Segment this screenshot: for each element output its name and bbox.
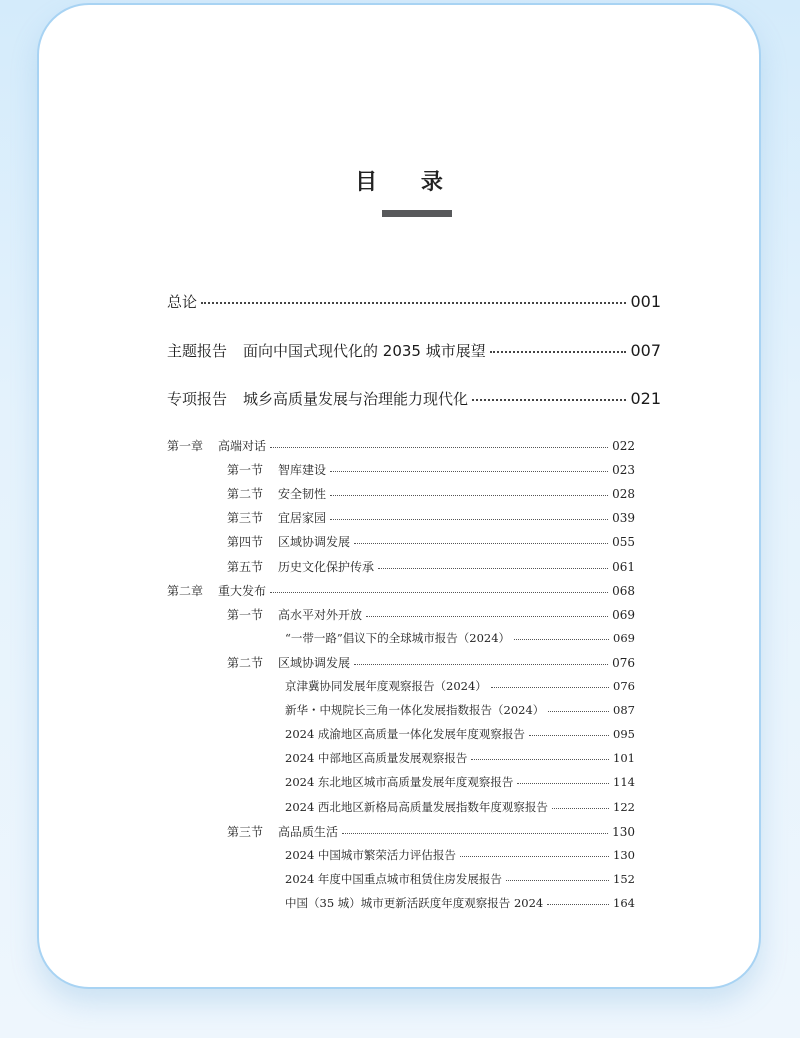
major-label: 主题报告 — [167, 342, 228, 360]
dot-leader — [342, 824, 608, 836]
page-number: 130 — [613, 847, 635, 862]
toc-entry-level-3 — [285, 847, 635, 863]
entry-label: 第三节 — [227, 824, 264, 839]
page-number: 164 — [613, 895, 635, 910]
dot-leader — [472, 389, 626, 404]
dot-leader — [529, 727, 609, 739]
dot-leader — [514, 630, 609, 642]
entry-title: 2024 西北地区新格局高质量发展指数年度观察报告 — [285, 799, 548, 814]
page-number: 001 — [630, 292, 661, 311]
entry-title: 2024 年度中国重点城市租赁住房发展报告 — [285, 871, 502, 886]
entry-title: 2024 成渝地区高质量一体化发展年度观察报告 — [285, 727, 525, 742]
entry-label: 第三节 — [227, 511, 264, 526]
page-number: 095 — [613, 727, 635, 742]
toc-entry-level-2 — [227, 823, 635, 840]
dot-leader — [330, 462, 608, 474]
major-label: 总论 — [167, 293, 198, 311]
entry-title: 京津冀协同发展年度观察报告（2024） — [285, 679, 487, 693]
entry-title: 2024 东北地区城市高质量发展年度观察报告 — [285, 775, 514, 790]
dot-leader — [506, 871, 609, 883]
page-number: 130 — [612, 824, 635, 839]
toc-entry-level-3 — [285, 871, 635, 887]
major-label: 专项报告 — [167, 390, 228, 408]
toc-entry-level-3 — [285, 750, 635, 766]
page-number: 039 — [612, 511, 635, 526]
toc-entry-level-2 — [227, 606, 635, 623]
page-number: 076 — [612, 655, 635, 670]
entry-label: 第四节 — [227, 535, 264, 550]
toc-entry-level-2 — [227, 533, 635, 550]
entry-title: 中国（35 城）城市更新活跃度年度观察报告 2024 — [285, 895, 544, 910]
entry-label: 第二节 — [227, 655, 264, 670]
entry-label: 第一节 — [227, 463, 264, 478]
page-number: 069 — [612, 607, 635, 622]
toc-entry-level-1 — [167, 582, 635, 599]
toc-entry-level-3 — [285, 630, 635, 646]
toc-major-entry — [167, 340, 661, 361]
toc-entry-level-1 — [167, 437, 635, 454]
major-title: 面向中国式现代化的 2035 城市展望 — [243, 342, 486, 360]
entry-title: 区域协调发展 — [278, 535, 351, 550]
page-number: 023 — [612, 463, 635, 478]
page-number: 022 — [612, 439, 635, 453]
page-number: 076 — [613, 679, 635, 693]
document-page — [37, 3, 761, 989]
entry-label: 第一章 — [167, 439, 204, 453]
page-number: 021 — [630, 389, 661, 408]
toc-major-entry — [167, 388, 661, 409]
dot-leader — [471, 751, 609, 763]
page-number: 061 — [612, 559, 635, 574]
dot-leader — [270, 583, 608, 595]
toc-entry-level-3 — [285, 774, 635, 790]
dot-leader — [330, 510, 608, 522]
entry-label: 第一节 — [227, 607, 264, 622]
entry-title: “一带一路”倡议下的全球城市报告（2024） — [285, 630, 511, 645]
entry-title: 安全韧性 — [278, 487, 327, 502]
entry-title: 新华・中规院长三角一体化发展指数报告（2024） — [285, 703, 545, 718]
entry-label: 第二章 — [167, 583, 204, 598]
entry-title: 2024 中国城市繁荣活力评估报告 — [285, 847, 456, 862]
dot-leader — [547, 895, 609, 907]
entry-label: 第二节 — [227, 487, 264, 502]
entry-title: 2024 中部地区高质量发展观察报告 — [285, 751, 468, 766]
toc-title: 目 录 — [355, 170, 461, 195]
dot-leader — [517, 775, 609, 787]
entry-title: 区域协调发展 — [278, 655, 351, 670]
page-number: 069 — [613, 630, 635, 645]
entry-title: 智库建设 — [278, 463, 327, 478]
toc-entry-level-3 — [285, 895, 635, 911]
toc-entry-level-3 — [285, 726, 635, 742]
entry-title: 历史文化保护传承 — [278, 559, 375, 574]
dot-leader — [330, 486, 608, 498]
page-number: 122 — [613, 799, 635, 814]
dot-leader — [491, 679, 609, 691]
entry-label: 第五节 — [227, 559, 264, 574]
page-number: 101 — [613, 751, 635, 766]
page-number: 028 — [612, 487, 635, 502]
entry-title: 高品质生活 — [278, 824, 339, 839]
entry-title: 重大发布 — [218, 583, 267, 598]
dot-leader — [378, 559, 608, 571]
page-number: 055 — [612, 535, 635, 550]
page-number: 087 — [613, 703, 635, 718]
toc-entry-level-2 — [227, 509, 635, 526]
dot-leader — [201, 292, 626, 307]
toc-entry-level-2 — [227, 461, 635, 478]
major-title: 城乡高质量发展与治理能力现代化 — [243, 390, 469, 408]
dot-leader — [270, 438, 608, 450]
toc-entry-level-2 — [227, 558, 635, 575]
toc-entry-level-2 — [227, 654, 635, 671]
entry-title: 高端对话 — [218, 439, 267, 453]
dot-leader — [490, 341, 627, 356]
dot-leader — [354, 534, 608, 546]
dot-leader — [552, 799, 609, 811]
dot-leader — [366, 607, 608, 619]
dot-leader — [460, 847, 609, 859]
entry-title: 宜居家园 — [278, 511, 327, 526]
dot-leader — [354, 655, 608, 667]
toc-entry-level-2 — [227, 485, 635, 502]
page-number: 007 — [630, 341, 661, 360]
toc-entry-level-3 — [285, 799, 635, 815]
toc-entry-level-3 — [285, 702, 635, 718]
page-number: 152 — [613, 871, 635, 886]
toc-major-entry — [167, 291, 661, 312]
entry-title: 高水平对外开放 — [278, 607, 363, 622]
dot-leader — [548, 703, 609, 715]
page-number: 114 — [613, 775, 635, 790]
toc-entry-level-3 — [285, 678, 635, 694]
title-underline — [382, 210, 452, 217]
page-number: 068 — [612, 583, 635, 598]
